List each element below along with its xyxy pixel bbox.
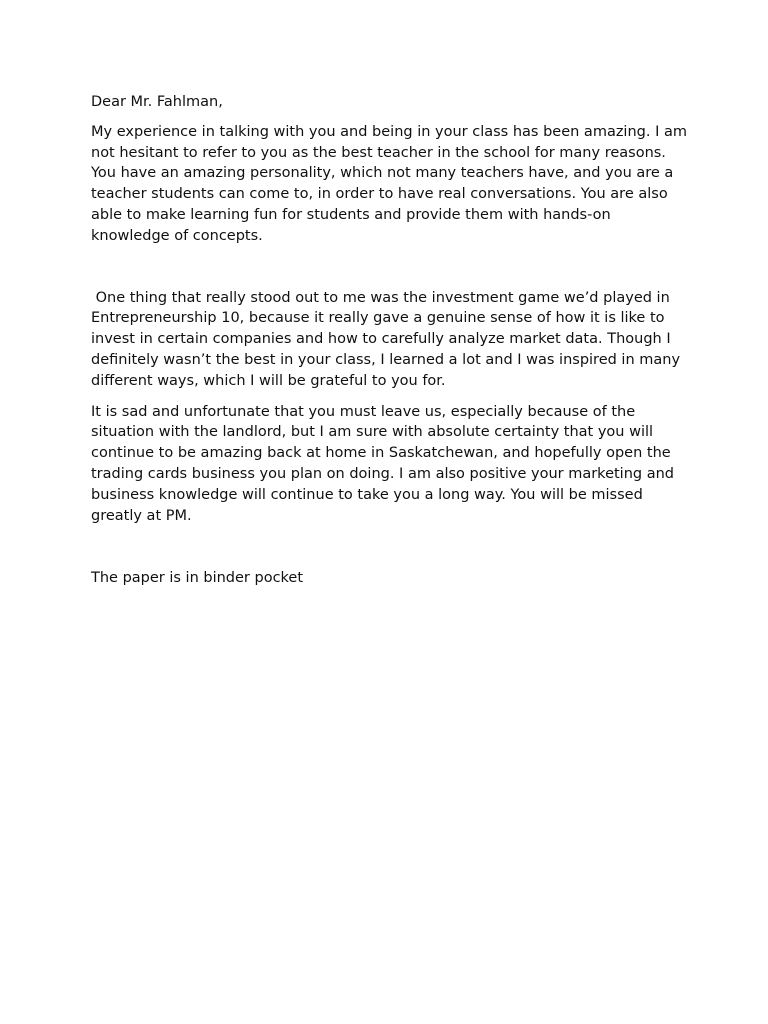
blank-line	[91, 526, 691, 568]
paragraph-2: One thing that really stood out to me was the investment game we’d played in Entrepreneurship 10, because it really gave a genuine sense of how it is like to invest in certain companies and how to carefully analyze market data. Though I definitely wasn’t the best in your class, I learned a lot and I was inspired in many different ways, which I will be grateful to you for.	[91, 289, 685, 389]
paragraph-3: It is sad and unfortunate that you must leave us, especially because of the situation with the landlord, but I am sure with absolute certainty that you will continue to be amazing back at home in Saskatchewan, and hopefully open the trading cards business you plan on doing. I am also positive your marketing and business knowledge will continue to take you a long way. You will be missed greatly at PM.	[91, 403, 679, 524]
letter-body	[91, 92, 691, 589]
blank-line	[91, 247, 691, 288]
paragraph-1: My experience in talking with you and being in your class has been amazing. I am not hesitant to refer to you as the best teacher in the school for many reasons. You have an amazing personality, which not many teachers have, and you are a teacher students can come to, in order to have real conversations. You are also able to make learning fun for students and provide them with hands-on knowledge of concepts.	[91, 123, 692, 244]
closing-note: The paper is in binder pocket	[91, 570, 304, 587]
greeting: Dear Mr. Fahlman,	[91, 94, 223, 110]
